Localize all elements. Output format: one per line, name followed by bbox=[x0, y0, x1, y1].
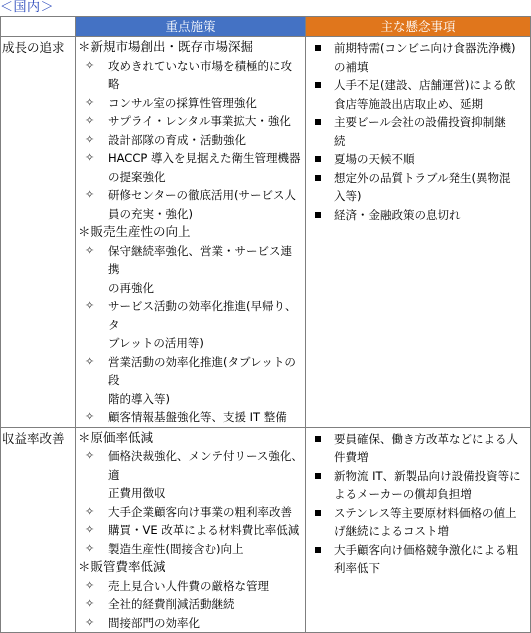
measures-list bbox=[76, 428, 305, 633]
diamond-bullet-icon: ✧ bbox=[85, 504, 95, 518]
diamond-bullet-icon: ✧ bbox=[85, 299, 95, 312]
concern-item bbox=[308, 430, 528, 467]
diamond-bullet-icon: ✧ bbox=[85, 188, 95, 201]
diamond-bullet-icon: ✧ bbox=[85, 151, 95, 164]
measure-item-line: の提案強化 bbox=[108, 169, 166, 184]
concerns-list bbox=[306, 428, 530, 578]
measure-item-line: 全社的経費削減活動継続 bbox=[108, 597, 235, 611]
measure-item-line: 階的導入等) bbox=[108, 391, 170, 406]
diamond-bullet-icon: ✧ bbox=[85, 449, 95, 462]
measure-item-line: 間接部門の効率化 bbox=[108, 615, 200, 630]
measure-item bbox=[78, 57, 303, 94]
measure-item bbox=[78, 186, 303, 223]
diamond-bullet-icon: ✧ bbox=[85, 578, 95, 592]
concern-item-line: 大手顧客向け価格競争激化による粗 bbox=[334, 542, 518, 557]
diamond-bullet-icon: ✧ bbox=[85, 58, 95, 72]
concern-item-line: 経済・金融政策の息切れ bbox=[334, 207, 461, 222]
measure-item-line: 員の充実・強化) bbox=[108, 206, 193, 221]
concern-item-line: 想定外の品質トラブル発生(異物混 bbox=[334, 170, 511, 185]
concern-item-line: 食店等施設出店取止め、延期 bbox=[334, 96, 484, 111]
concern-item-line: の補填 bbox=[334, 59, 369, 74]
header-row bbox=[1, 17, 531, 37]
diamond-bullet-icon: ✧ bbox=[85, 243, 95, 257]
concern-item-line: 新物流 IT、新製品向け設備投資等に bbox=[334, 468, 521, 483]
concern-item-line: よるメーカーの償却負担増 bbox=[334, 487, 472, 501]
concern-item-line: 利率低下 bbox=[334, 561, 380, 575]
concern-item bbox=[308, 76, 528, 113]
header-corner bbox=[1, 17, 76, 37]
measure-item-line: 営業活動の効率化推進(タブレットの段 bbox=[108, 354, 296, 387]
section-caption: ＜国内＞ bbox=[0, 0, 55, 15]
concern-item-line: 夏場の天候不順 bbox=[334, 152, 415, 166]
measure-item bbox=[78, 595, 303, 614]
concern-item-line: 件費増 bbox=[334, 450, 369, 464]
table-row bbox=[1, 37, 531, 428]
measure-item bbox=[78, 112, 303, 131]
square-bullet-icon bbox=[315, 473, 321, 479]
diamond-bullet-icon: ✧ bbox=[85, 615, 95, 629]
measures-cell bbox=[76, 427, 306, 633]
measure-item bbox=[78, 521, 303, 540]
concern-item-line: げ継続によるコスト増 bbox=[334, 524, 449, 538]
concern-item bbox=[308, 39, 528, 76]
measure-item-line: 研修センターの徹底活用(サービス人 bbox=[108, 188, 297, 202]
concern-item-line: 続 bbox=[334, 133, 346, 148]
measure-item bbox=[78, 353, 303, 409]
measure-category: ＊販管費率低減 bbox=[78, 559, 166, 574]
concern-item-line: ステンレス等主要原材料価格の値上 bbox=[334, 505, 517, 520]
row-label: 成長の追求 bbox=[1, 37, 76, 428]
measures-cell bbox=[76, 37, 306, 428]
diamond-bullet-icon: ✧ bbox=[85, 132, 95, 146]
measure-item-line: 正費用徴収 bbox=[108, 486, 166, 500]
measure-item-line: 価格決裁強化、メンテ付リース強化、適 bbox=[108, 449, 303, 482]
measure-item-line: HACCP 導入を見据えた衛生管理機器 bbox=[108, 151, 301, 165]
header-key-measures: 重点施策 bbox=[76, 17, 306, 37]
square-bullet-icon bbox=[315, 510, 321, 516]
square-bullet-icon bbox=[315, 436, 321, 442]
concerns-cell bbox=[306, 427, 531, 633]
measure-category: ＊新規市場創出・既存市場深掘 bbox=[78, 39, 254, 54]
concern-item bbox=[308, 504, 528, 541]
measure-item-line: の再強化 bbox=[108, 280, 154, 295]
measure-item-line: 購買・VE 改革による材料費比率低減 bbox=[108, 523, 300, 537]
measure-item-line: ブレットの活用等) bbox=[108, 336, 204, 350]
measure-item-line: 保守継続率強化、営業・サービス連携 bbox=[108, 243, 292, 276]
concerns-list bbox=[306, 37, 530, 224]
concern-item bbox=[308, 467, 528, 504]
square-bullet-icon bbox=[315, 547, 321, 553]
measure-item bbox=[78, 297, 303, 353]
concern-item bbox=[308, 113, 528, 150]
square-bullet-icon bbox=[315, 212, 321, 218]
concern-item bbox=[308, 150, 528, 169]
measures-list bbox=[76, 37, 305, 427]
measure-item bbox=[78, 242, 303, 298]
measure-item-line: 製造生産性(間接含む)向上 bbox=[108, 541, 244, 556]
measure-item-line: サービス活動の効率化推進(早帰り、タ bbox=[108, 299, 297, 332]
measure-item bbox=[78, 503, 303, 522]
square-bullet-icon bbox=[315, 119, 321, 125]
concern-item-line: 入等) bbox=[334, 189, 362, 203]
measure-item-line: 設計部隊の育成・活動強化 bbox=[108, 132, 246, 147]
concern-item-line: 人手不足(建設、店舗運営)による飲 bbox=[334, 78, 516, 92]
measure-item bbox=[78, 614, 303, 633]
concern-item bbox=[308, 169, 528, 206]
measure-item bbox=[78, 577, 303, 596]
diamond-bullet-icon: ✧ bbox=[85, 354, 95, 368]
diamond-bullet-icon: ✧ bbox=[85, 410, 95, 423]
row-label: 収益率改善 bbox=[1, 427, 76, 633]
measure-item bbox=[78, 540, 303, 559]
square-bullet-icon bbox=[315, 45, 321, 51]
measure-item bbox=[78, 408, 303, 427]
concern-item bbox=[308, 206, 528, 225]
measure-item-line: 売上見合い人件費の厳格な管理 bbox=[108, 578, 269, 593]
square-bullet-icon bbox=[315, 156, 321, 162]
diamond-bullet-icon: ✧ bbox=[85, 597, 95, 610]
measure-item-line: 大手企業顧客向け事業の粗利率改善 bbox=[108, 504, 292, 519]
diamond-bullet-icon: ✧ bbox=[85, 541, 95, 555]
measure-category: ＊原価率低減 bbox=[78, 429, 154, 445]
concern-item bbox=[308, 541, 528, 578]
diamond-bullet-icon: ✧ bbox=[85, 95, 95, 109]
measure-item bbox=[78, 131, 303, 150]
measure-item bbox=[78, 447, 303, 503]
diamond-bullet-icon: ✧ bbox=[85, 114, 95, 127]
diamond-bullet-icon: ✧ bbox=[85, 523, 95, 536]
measure-item bbox=[78, 94, 303, 113]
concern-item-line: 主要ビール会社の設備投資抑制継 bbox=[334, 115, 506, 129]
measures-table bbox=[0, 16, 531, 633]
header-main-concerns: 主な懸念事項 bbox=[306, 17, 531, 37]
measure-item-line: 攻めきれていない市場を積極的に攻略 bbox=[108, 58, 292, 91]
measure-item-line: 顧客情報基盤強化等、支援 IT 整備 bbox=[108, 410, 287, 424]
concerns-cell bbox=[306, 37, 531, 428]
measure-item-line: コンサル室の採算性管理強化 bbox=[108, 95, 257, 110]
measure-item bbox=[78, 149, 303, 186]
square-bullet-icon bbox=[315, 175, 321, 181]
measure-item-line: サプライ・レンタル事業拡大・強化 bbox=[108, 114, 291, 128]
concern-item-line: 前期特需(コンビニ向け食器洗浄機) bbox=[334, 41, 516, 55]
square-bullet-icon bbox=[315, 82, 321, 88]
measure-category: ＊販売生産性の向上 bbox=[78, 224, 191, 239]
table-row bbox=[1, 427, 531, 633]
concern-item-line: 要員確保、働き方改革などによる人 bbox=[334, 431, 518, 446]
